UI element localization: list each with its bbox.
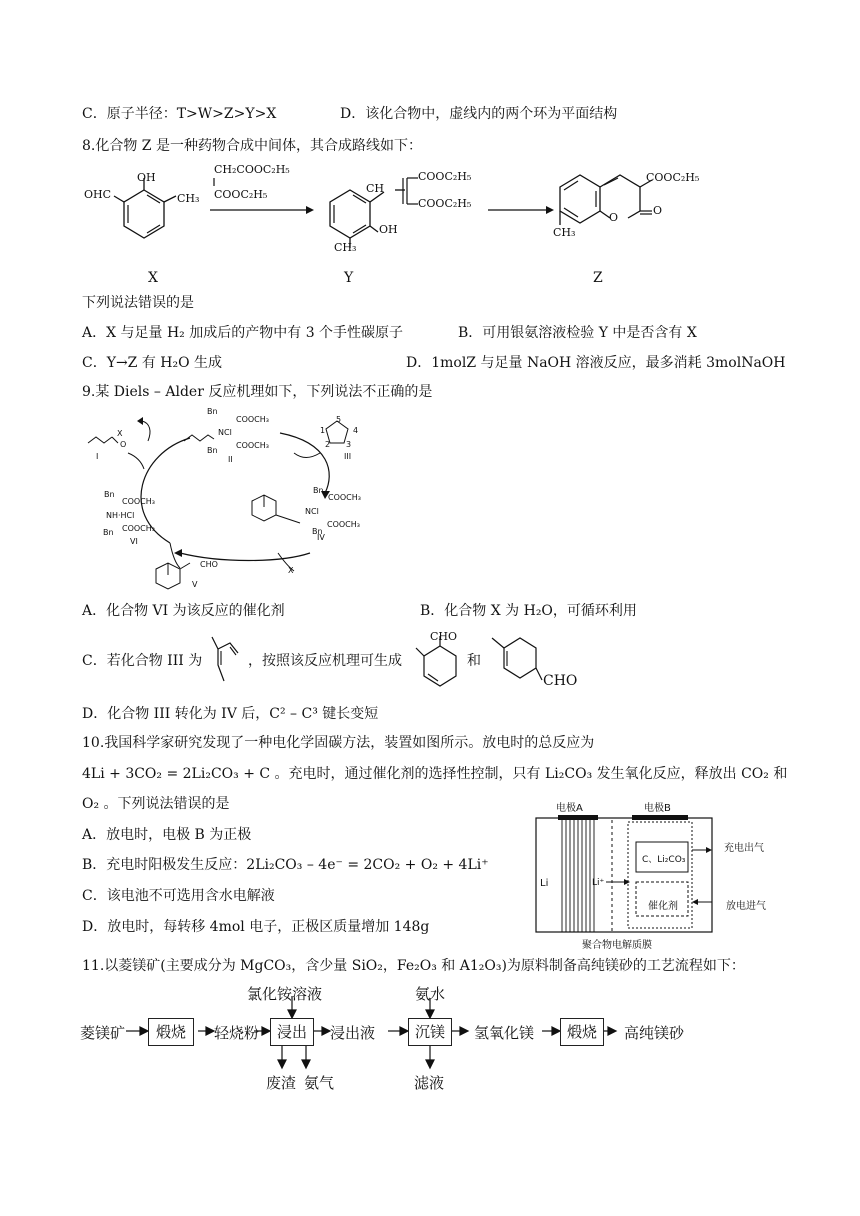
z-label: Z [593, 270, 603, 286]
reagent-arrow [206, 172, 326, 212]
acrolein-o: O [120, 440, 127, 449]
q10-equation-2: O₂ 。下列说法错误的是 [82, 796, 230, 812]
ii-bn-2: Bn [207, 446, 218, 455]
q9-option-a: A．化合物 VI 为该反应的催化剂 [82, 603, 285, 619]
label-v: V [192, 580, 198, 589]
x-ch3: CH₃ [177, 192, 200, 205]
y-ch3: CH₃ [334, 241, 357, 254]
li-label: Li [540, 878, 549, 889]
label-ii: II [228, 455, 233, 464]
y-label: Y [344, 270, 354, 286]
reagent-line1: CH₂COOC₂H₅ [214, 163, 290, 176]
vi-bn-1: Bn [104, 490, 115, 499]
flow-precipitate-mg: 沉镁 [408, 1018, 452, 1046]
iv-bn-1: Bn [313, 486, 324, 495]
x-oh: OH [137, 171, 156, 184]
ii-cooch3-1: COOCH₃ [236, 415, 269, 424]
membrane-label: 聚合物电解质膜 [582, 940, 652, 951]
isoprene-structure [204, 635, 244, 685]
vi-bn-2: Bn [103, 528, 114, 537]
q10-stem: 10.我国科学家研究发现了一种电化学固碳方法，装置如图所示。放电时的总反应为 [82, 735, 595, 751]
flow-leach: 浸出 [270, 1018, 314, 1046]
cp-num-2: 2 [325, 440, 331, 449]
q10-option-b: B．充电时阳极发生反应：2Li₂CO₃ – 4e⁻ = 2CO₂ + O₂ + 4Li⁺ [82, 857, 489, 873]
ii-ncl: NCl [218, 428, 232, 437]
z-ring-o: O [609, 211, 619, 224]
flow-light-powder: 轻烧粉 [214, 1024, 260, 1042]
y-oh: OH [379, 223, 398, 236]
label-x-top: X [117, 429, 123, 438]
ii-bn-1: Bn [207, 407, 218, 416]
vi-cooch3-1: COOCH₃ [122, 497, 155, 506]
cp-num-4: 4 [353, 426, 359, 435]
flow-ammonia-water: 氨水 [415, 985, 446, 1003]
q9-option-b: B．化合物 X 为 H₂O，可循环利用 [420, 603, 637, 619]
z-cooet: COOC₂H₅ [646, 171, 700, 184]
iv-bn-2: Bn [312, 527, 323, 536]
ii-cooch3-2: COOCH₃ [236, 441, 269, 450]
c-li2co3-label: C、Li₂CO₃ [642, 855, 686, 865]
q8-option-d: D．1molZ 与足量 NaOH 溶液反应，最多消耗 3molNaOH [406, 355, 786, 371]
battery-frame [536, 818, 716, 938]
q10-option-a: A．放电时，电极 B 为正极 [82, 827, 252, 843]
flow-filtrate: 滤液 [414, 1074, 445, 1092]
compound-y-structure [310, 170, 490, 270]
electrode-a-label: 电极A [556, 803, 583, 814]
v-cho: CHO [200, 560, 218, 569]
label-iv: IV [317, 533, 325, 542]
y-ch: CH [366, 182, 385, 195]
q9-option-c-mid: ，按照该反应机理可生成 [248, 653, 402, 669]
y-cooet-1: COOC₂H₅ [418, 170, 472, 183]
cp-num-1: 1 [320, 426, 326, 435]
iv-cooch3-1: COOCH₃ [328, 493, 361, 502]
catalyst-label: 催化剂 [648, 901, 678, 912]
z-ch3: CH₃ [553, 226, 576, 239]
cp-num-3: 3 [346, 440, 352, 449]
q9-option-d: D．化合物 III 转化为 IV 后，C² – C³ 键长变短 [82, 706, 379, 722]
li-ion-label: Li⁺ [592, 878, 605, 888]
cp-num-5: 5 [336, 415, 342, 424]
label-vi: VI [130, 537, 138, 546]
flow-ammonia-gas: 氨气 [304, 1074, 335, 1092]
product-1-cho: CHO [430, 630, 458, 643]
x-ohc: OHC [84, 188, 112, 201]
q10-option-c: C．该电池不可选用含水电解液 [82, 888, 275, 904]
q9-option-c-pre: C．若化合物 III 为 [82, 653, 203, 669]
flow-leachate: 浸出液 [330, 1024, 376, 1042]
flow-ore: 菱镁矿 [80, 1024, 126, 1042]
reagent-line2: COOC₂H₅ [214, 188, 268, 201]
flow-calcine-1: 煅烧 [148, 1018, 194, 1046]
q10-option-d: D．放电时，每转移 4mol 电子，正极区质量增加 148g [82, 919, 430, 935]
flow-waste-residue: 废渣 [266, 1074, 297, 1092]
electrode-b-label: 电极B [644, 803, 671, 814]
q8-stem: 8.化合物 Z 是一种药物合成中间体，其合成路线如下： [82, 138, 422, 154]
flow-mg-hydroxide: 氢氧化镁 [474, 1024, 535, 1042]
q8-option-c: C．Y→Z 有 H₂O 生成 [82, 355, 223, 371]
q9-option-c-and: 和 [467, 653, 481, 669]
z-carbonyl-o: O [653, 204, 663, 217]
iv-ncl: NCl [305, 507, 319, 516]
product-2-cho: CHO [543, 673, 578, 689]
q8-question: 下列说法错误的是 [82, 295, 194, 311]
q7-option-c: C．原子半径：T>W>Z>Y>X [82, 106, 277, 122]
iv-cooch3-2: COOCH₃ [327, 520, 360, 529]
x-label: X [148, 270, 158, 286]
label-x-bottom: X [288, 566, 294, 575]
flow-product: 高纯镁砂 [624, 1024, 685, 1042]
q10-equation: 4Li + 3CO₂ = 2Li₂CO₃ + C 。充电时，通过催化剂的选择性控制，只有 Li₂CO₃ 发生氧化反应，释放出 CO₂ 和 [82, 766, 788, 782]
vi-nhhcl: NH·HCl [106, 511, 135, 520]
q8-option-b: B．可用银氨溶液检验 Y 中是否含有 X [458, 325, 697, 341]
vi-cooch3-2: COOCH₃ [122, 524, 155, 533]
flow-nh4cl-solution: 氯化铵溶液 [247, 985, 323, 1003]
flow-calcine-2: 煅烧 [560, 1018, 604, 1046]
charge-out-label: 充电出气 [724, 843, 764, 854]
label-i: I [96, 452, 99, 461]
y-cooet-2: COOC₂H₅ [418, 197, 472, 210]
q7-option-d: D．该化合物中，虚线内的两个环为平面结构 [340, 106, 618, 122]
label-iii: III [344, 452, 352, 461]
discharge-in-label: 放电进气 [726, 901, 766, 912]
q11-stem: 11.以菱镁矿(主要成分为 MgCO₃，含少量 SiO₂，Fe₂O₃ 和 A1₂O₃)为原料制备高纯镁砂的工艺流程如下： [82, 958, 745, 974]
q9-stem: 9.某 Diels – Alder 反应机理如下，下列说法不正确的是 [82, 384, 433, 400]
q8-option-a: A．X 与足量 H₂ 加成后的产物中有 3 个手性碳原子 [82, 325, 404, 341]
